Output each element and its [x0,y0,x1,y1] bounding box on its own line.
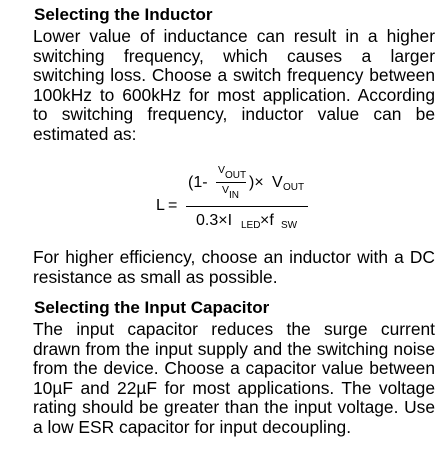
formula-open: (1- [188,174,208,191]
formula-vin: V [222,184,230,196]
formula-vout-sub: OUT [225,170,247,181]
formula-vout2-sub: OUT [283,182,305,193]
inductor-efficiency-paragraph: For higher efficiency, choose an inductor with a DC resistance as small as possible. [33,247,435,287]
main-fraction-bar [186,206,308,207]
formula-den-b-sub: SW [281,220,298,231]
section-title-inductor: Selecting the Inductor [34,5,213,24]
formula-den-a: 0.3×I [196,212,233,229]
formula-den-b: ×f [260,212,274,229]
formula-vout2: V [272,174,283,191]
inductor-intro-paragraph: Lower value of inductance can result in a higher switching frequency, which causes a larger switching loss. Choose a switch frequency between 100kHz to 600kHz for most application. According to switching frequency, inductor value can be estimated as: [33,26,435,144]
formula-lhs: L [156,197,165,214]
section-title-input-capacitor: Selecting the Input Capacitor [34,298,270,317]
formula-den-a-sub: LED [241,220,261,231]
inner-fraction-bar [216,182,246,183]
formula-close-times: )× [249,174,264,191]
formula-vin-sub: IN [229,190,239,201]
inductor-formula [150,162,320,242]
formula-vout: V [218,164,226,176]
formula-equals: = [168,197,178,214]
input-capacitor-paragraph: The input capacitor reduces the surge current drawn from the input supply and the switching noise from the device. Choose a capacitor value between 10µF and 22µF for most applications. The voltage rating should be greater than the input voltage. Use a low ESR capacitor for input decoupling. [33,319,435,437]
